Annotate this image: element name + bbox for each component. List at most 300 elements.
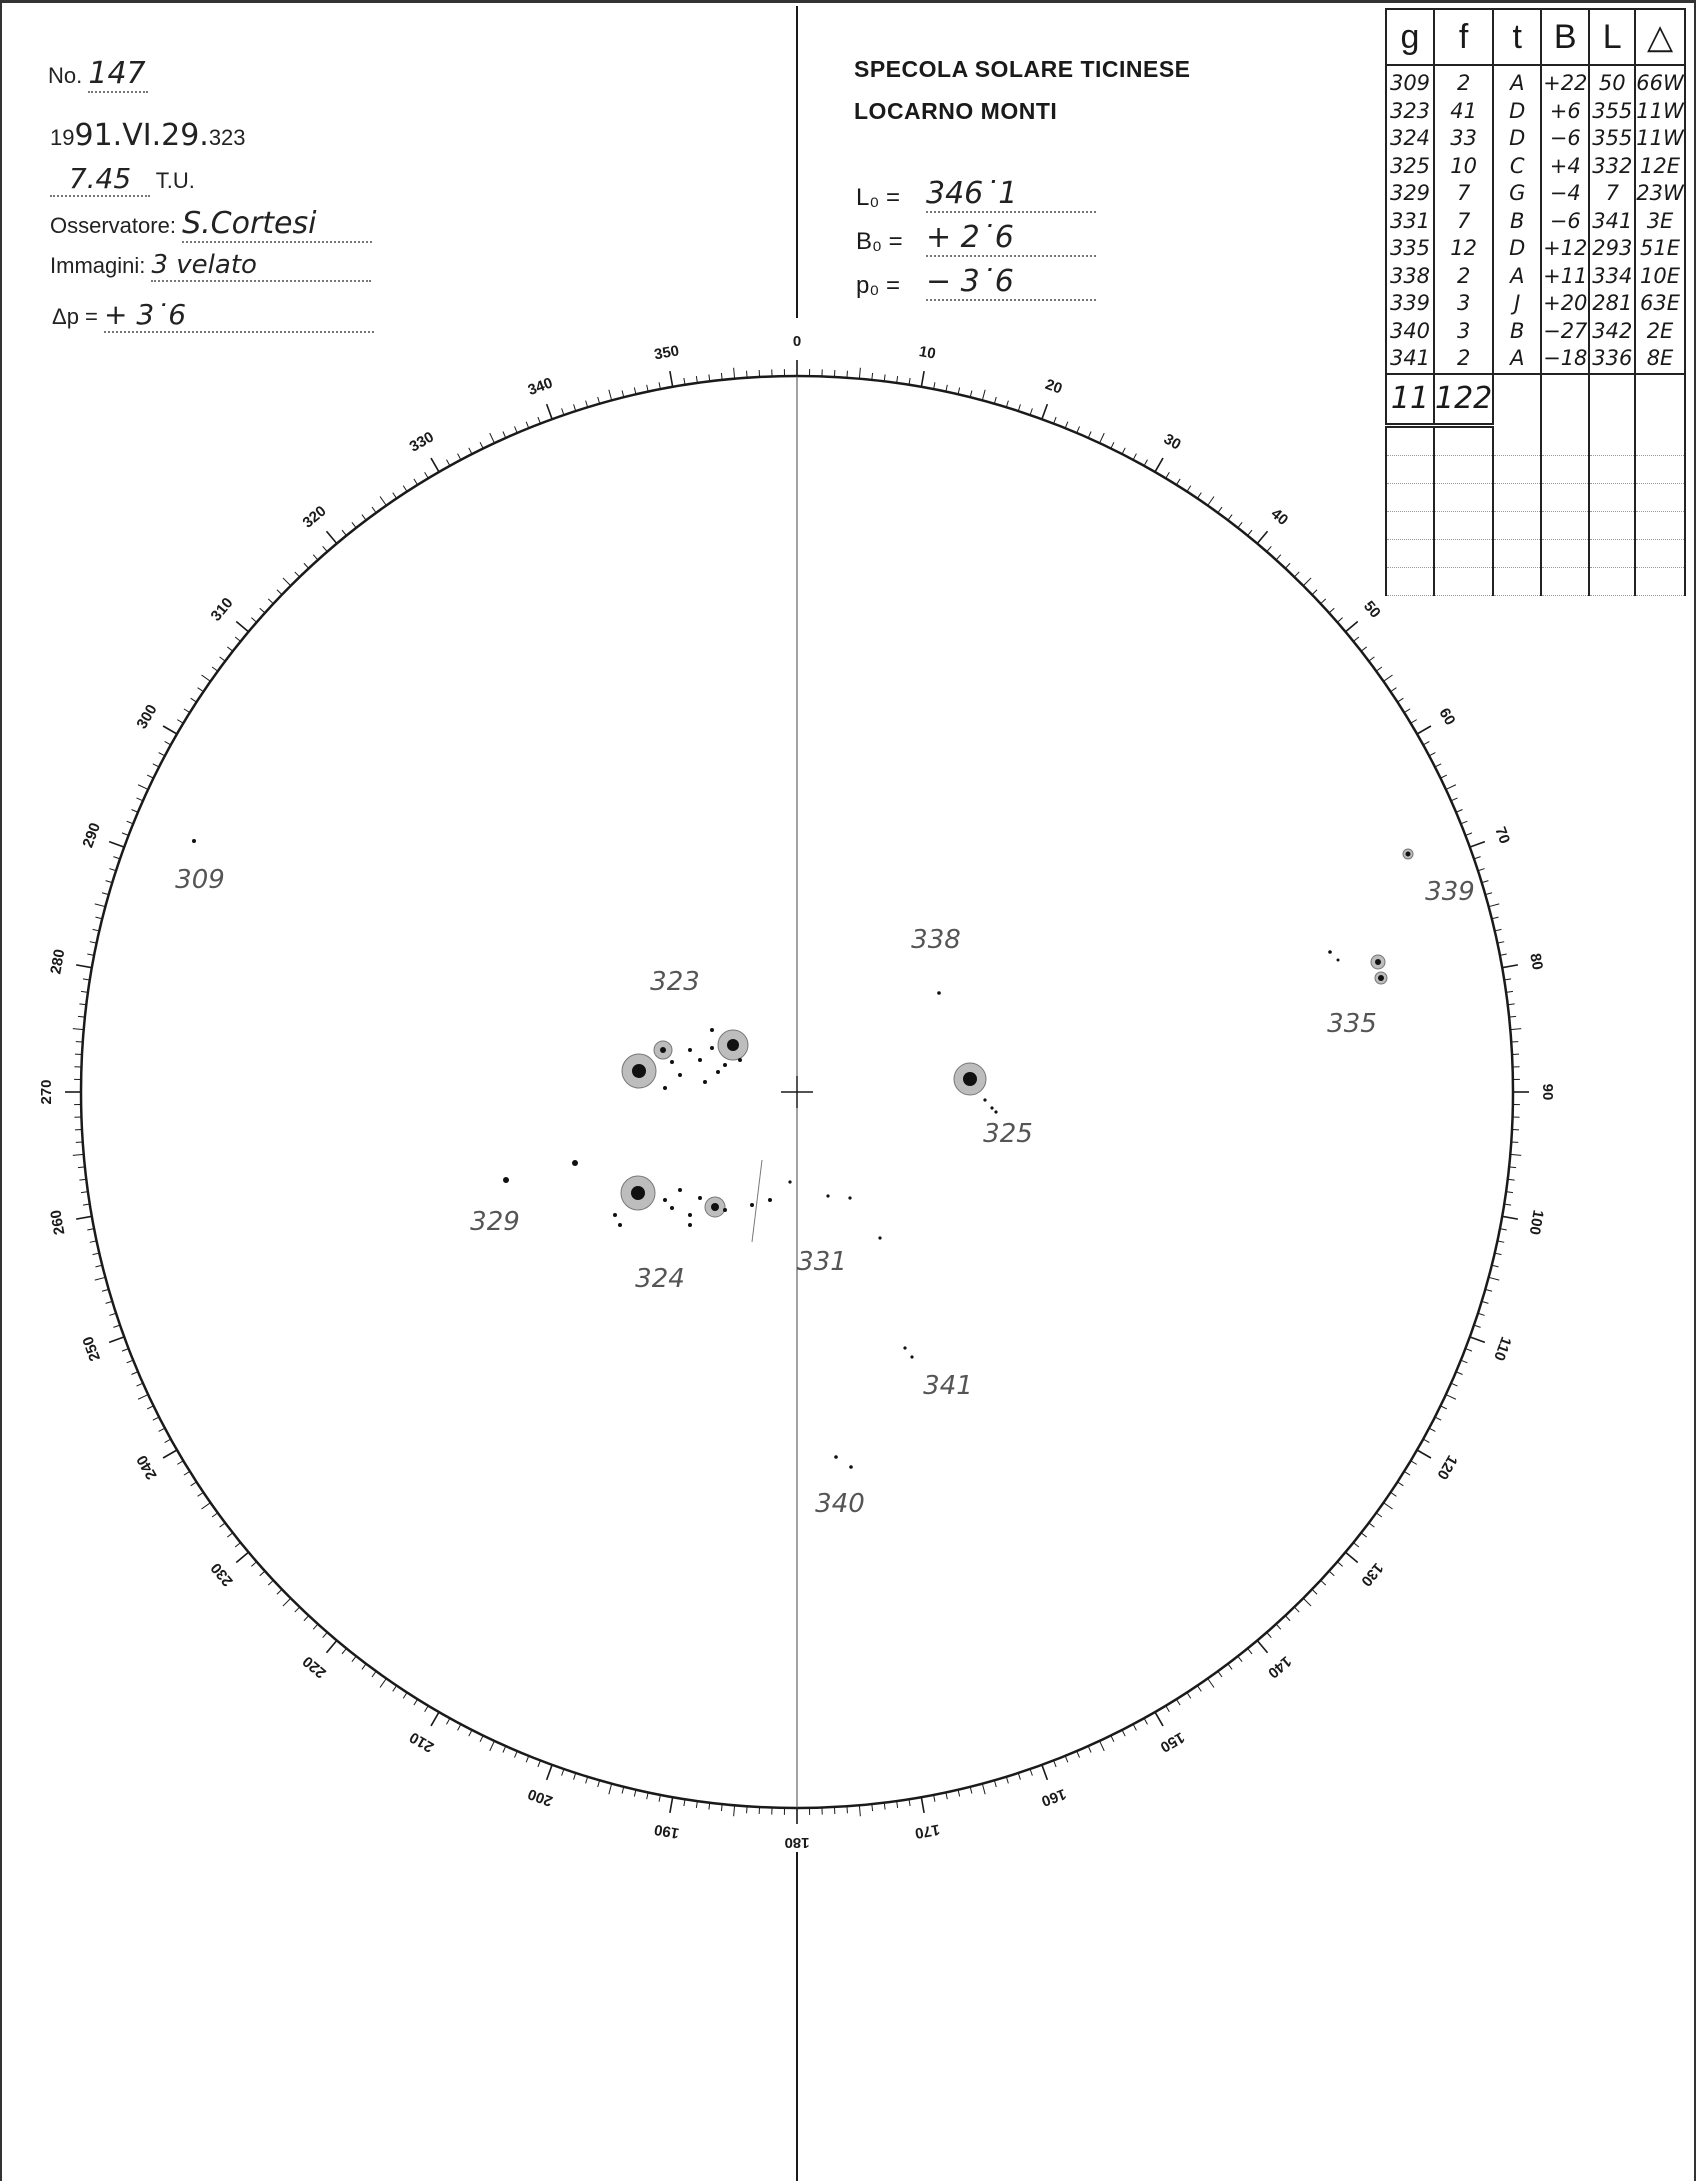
scale-tick bbox=[201, 675, 210, 681]
scale-tick bbox=[503, 1746, 506, 1752]
scale-tick bbox=[251, 1562, 256, 1567]
table-cell: 2E bbox=[1635, 318, 1685, 346]
scale-tick bbox=[295, 572, 300, 577]
spot-324-dot bbox=[723, 1208, 727, 1212]
scale-tick bbox=[283, 578, 291, 586]
spot-324-dot bbox=[698, 1196, 702, 1200]
scale-tick bbox=[277, 590, 282, 595]
disk-layer bbox=[38, 6, 1556, 2181]
table-cell: 63E bbox=[1635, 290, 1685, 318]
scale-tick bbox=[95, 1277, 106, 1280]
images-label: Immagini: bbox=[50, 253, 146, 278]
table-cell: 339 bbox=[1386, 290, 1434, 318]
scale-tick bbox=[574, 1773, 576, 1780]
table-cell: 340 bbox=[1386, 318, 1434, 346]
scale-tick bbox=[1489, 904, 1500, 907]
scale-tick bbox=[609, 1784, 612, 1795]
table-cell: 8E bbox=[1635, 345, 1685, 374]
scale-tick bbox=[372, 507, 376, 513]
group-label-339: 339 bbox=[1425, 877, 1475, 907]
scale-tick bbox=[480, 1736, 483, 1742]
spot-340-a bbox=[834, 1455, 838, 1459]
scale-tick bbox=[1218, 507, 1222, 513]
table-cell: +20 bbox=[1541, 290, 1589, 318]
table-cell: 50 bbox=[1589, 65, 1635, 98]
scale-tick bbox=[921, 371, 924, 387]
table-cell: +11 bbox=[1541, 263, 1589, 291]
scale-tick bbox=[1187, 1692, 1191, 1698]
spot-323-dot bbox=[716, 1070, 720, 1074]
scale-tick bbox=[1361, 647, 1367, 651]
spot-329-b bbox=[572, 1160, 578, 1166]
group-label-340: 340 bbox=[815, 1489, 865, 1519]
scale-tick bbox=[1285, 1616, 1290, 1621]
scale-tick bbox=[220, 1523, 226, 1527]
scale-tick bbox=[1155, 1712, 1163, 1726]
scale-tick bbox=[1446, 785, 1456, 790]
table-cell: 7 bbox=[1589, 180, 1635, 208]
scale-tick bbox=[323, 546, 328, 551]
spot-325-dot bbox=[983, 1098, 986, 1101]
scale-tick bbox=[1470, 1337, 1485, 1342]
group-label-309: 309 bbox=[175, 865, 225, 895]
spot-324-dot bbox=[688, 1223, 692, 1227]
scale-tick bbox=[1088, 1746, 1091, 1752]
spot-323-dot bbox=[688, 1048, 692, 1052]
scale-tick bbox=[1166, 472, 1170, 478]
scale-tick bbox=[1065, 422, 1068, 428]
scale-tick bbox=[1042, 1765, 1047, 1780]
scale-tick bbox=[1294, 1607, 1299, 1612]
scale-tick bbox=[1502, 965, 1518, 968]
table-cell: 51E bbox=[1635, 235, 1685, 263]
scale-tick bbox=[109, 1337, 124, 1342]
scale-tick bbox=[153, 1417, 159, 1420]
table-cell: 324 bbox=[1386, 125, 1434, 153]
col-header-f: f bbox=[1434, 9, 1493, 65]
scale-tick bbox=[1446, 1395, 1456, 1400]
scale-tick bbox=[1285, 563, 1290, 568]
scale-tick bbox=[198, 1492, 204, 1496]
scale-tick bbox=[147, 1406, 153, 1409]
scale-tick bbox=[1030, 408, 1032, 415]
scale-tick bbox=[326, 1640, 336, 1652]
spot-340-b bbox=[849, 1465, 853, 1469]
scale-tick bbox=[1144, 1718, 1147, 1724]
scale-tick bbox=[458, 454, 461, 460]
scale-tick bbox=[1187, 486, 1191, 492]
table-cell: +4 bbox=[1541, 153, 1589, 181]
scale-tick bbox=[1441, 1406, 1447, 1409]
scale-tick bbox=[1228, 515, 1232, 521]
table-cell: 331 bbox=[1386, 208, 1434, 236]
scale-tick bbox=[235, 637, 240, 641]
scale-tick bbox=[859, 1805, 860, 1816]
table-cell: 323 bbox=[1386, 98, 1434, 126]
scale-tick bbox=[113, 857, 120, 859]
scale-tick bbox=[1030, 1769, 1032, 1776]
scale-tick bbox=[982, 1784, 985, 1795]
scale-tick bbox=[1376, 667, 1382, 671]
scale-tick bbox=[1482, 881, 1489, 883]
scale-tick bbox=[268, 599, 273, 604]
scale-label: 120 bbox=[1433, 1452, 1461, 1483]
scale-tick bbox=[1248, 530, 1252, 535]
col-header-g: g bbox=[1386, 9, 1434, 65]
scale-tick bbox=[1321, 1580, 1326, 1585]
scale-tick bbox=[326, 531, 336, 543]
scale-tick bbox=[220, 657, 226, 661]
scale-tick bbox=[1088, 432, 1091, 438]
scale-tick bbox=[106, 1301, 113, 1303]
scale-tick bbox=[95, 904, 106, 907]
spot-331-dot bbox=[878, 1236, 881, 1239]
number-value: 147 bbox=[88, 56, 148, 93]
scale-tick bbox=[1321, 599, 1326, 604]
scale-tick bbox=[236, 1552, 248, 1562]
scale-label: 320 bbox=[299, 502, 330, 532]
scale-tick bbox=[647, 1792, 648, 1799]
scale-tick bbox=[260, 608, 265, 613]
scale-tick bbox=[1451, 1383, 1457, 1386]
scale-tick bbox=[127, 1360, 133, 1363]
scale-tick bbox=[1411, 720, 1417, 724]
table-cell: G bbox=[1493, 180, 1541, 208]
group-324-boundary bbox=[752, 1160, 762, 1242]
scale-tick bbox=[609, 390, 612, 401]
spot-341-a bbox=[903, 1346, 906, 1349]
scale-tick bbox=[1006, 1777, 1008, 1784]
scale-label: 60 bbox=[1435, 705, 1459, 729]
images-value: 3 velato bbox=[151, 250, 371, 282]
scale-tick bbox=[1006, 401, 1008, 408]
scale-tick bbox=[159, 1428, 165, 1431]
table-cell: −27 bbox=[1541, 318, 1589, 346]
scale-tick bbox=[109, 842, 124, 847]
scale-tick bbox=[304, 1616, 309, 1621]
scale-tick bbox=[277, 1589, 282, 1594]
scale-tick bbox=[184, 1471, 190, 1475]
scale-label: 230 bbox=[207, 1559, 237, 1590]
col-header-B: B bbox=[1541, 9, 1589, 65]
spot-323-dot bbox=[663, 1086, 667, 1090]
scale-tick bbox=[1369, 657, 1375, 661]
table-cell: −6 bbox=[1541, 125, 1589, 153]
scale-tick bbox=[734, 1805, 735, 1816]
scale-label: 170 bbox=[913, 1820, 942, 1842]
scale-label: 280 bbox=[47, 947, 69, 976]
scale-tick bbox=[1435, 1417, 1441, 1420]
spot-323-dot bbox=[678, 1073, 682, 1077]
scale-tick bbox=[1423, 741, 1429, 744]
scale-tick bbox=[227, 1533, 233, 1537]
scale-tick bbox=[1345, 1552, 1357, 1562]
scale-tick bbox=[1417, 1450, 1431, 1458]
table-cell: D bbox=[1493, 98, 1541, 126]
spot-324-dot bbox=[670, 1206, 674, 1210]
col-header-t: t bbox=[1493, 9, 1541, 65]
scale-tick bbox=[1176, 1699, 1180, 1705]
number-label: No. bbox=[48, 63, 83, 88]
scale-tick bbox=[177, 720, 183, 724]
scale-tick bbox=[1361, 1533, 1367, 1537]
scale-label: 270 bbox=[37, 1079, 55, 1105]
scale-tick bbox=[198, 688, 204, 692]
scale-tick bbox=[586, 1777, 588, 1784]
table-cell: 12E bbox=[1635, 153, 1685, 181]
scale-tick bbox=[251, 618, 256, 623]
spot-335-b-umbra bbox=[1378, 975, 1384, 981]
scale-tick bbox=[1329, 1571, 1334, 1576]
scale-label: 200 bbox=[525, 1785, 555, 1810]
spot-325-dot bbox=[990, 1106, 993, 1109]
scale-tick bbox=[1312, 1589, 1317, 1594]
spot-323-dot bbox=[670, 1060, 674, 1064]
scale-tick bbox=[163, 726, 177, 734]
scale-tick bbox=[122, 833, 129, 836]
scale-tick bbox=[163, 1450, 177, 1458]
delta-p-label: Δp = bbox=[52, 304, 98, 329]
scale-tick bbox=[268, 1580, 273, 1585]
scale-tick bbox=[670, 371, 673, 387]
scale-tick bbox=[1510, 1154, 1521, 1155]
spot-325-a-umbra bbox=[963, 1072, 977, 1086]
group-label-331: 331 bbox=[797, 1247, 847, 1277]
table-cell: 329 bbox=[1386, 180, 1434, 208]
scale-tick bbox=[1100, 1741, 1105, 1751]
scale-tick bbox=[1018, 404, 1020, 411]
scale-tick bbox=[165, 1439, 171, 1442]
scale-tick bbox=[109, 1313, 116, 1315]
scale-tick bbox=[1197, 1686, 1201, 1692]
scale-label: 350 bbox=[652, 342, 681, 364]
scale-tick bbox=[1133, 454, 1136, 460]
scale-tick bbox=[1384, 675, 1393, 681]
scale-tick bbox=[380, 1679, 386, 1688]
scale-tick bbox=[1369, 1523, 1375, 1527]
scale-tick bbox=[562, 1769, 564, 1776]
spot-341-b bbox=[910, 1355, 913, 1358]
scale-tick bbox=[295, 1607, 300, 1612]
scale-tick bbox=[469, 448, 472, 454]
scale-tick bbox=[1429, 753, 1435, 756]
scale-tick bbox=[446, 1718, 449, 1724]
scale-tick bbox=[283, 1598, 291, 1606]
scale-tick bbox=[1312, 590, 1317, 595]
scale-label: 90 bbox=[1539, 1083, 1557, 1101]
spot-324-dot bbox=[678, 1188, 682, 1192]
scale-tick bbox=[425, 472, 429, 478]
table-cell: 3 bbox=[1434, 290, 1493, 318]
scale-tick bbox=[393, 1686, 397, 1692]
scale-tick bbox=[1176, 479, 1180, 485]
scale-label: 190 bbox=[652, 1820, 681, 1842]
table-cell: +12 bbox=[1541, 235, 1589, 263]
spot-323-a-umbra bbox=[632, 1064, 646, 1078]
scale-tick bbox=[547, 1765, 552, 1780]
spot-323-dot bbox=[723, 1063, 727, 1067]
scale-tick bbox=[191, 1482, 197, 1486]
scale-tick bbox=[372, 1671, 376, 1677]
table-cell: 12 bbox=[1434, 235, 1493, 263]
scale-tick bbox=[1417, 726, 1431, 734]
spot-323-dot bbox=[710, 1046, 714, 1050]
scale-tick bbox=[1478, 869, 1485, 871]
scale-tick bbox=[526, 422, 529, 428]
spot-324-dot bbox=[750, 1203, 754, 1207]
scale-label: 110 bbox=[1490, 1334, 1515, 1363]
scale-tick bbox=[362, 1664, 366, 1670]
scale-tick bbox=[138, 1395, 148, 1400]
table-cell: D bbox=[1493, 125, 1541, 153]
scale-tick bbox=[184, 709, 190, 713]
scale-tick bbox=[113, 1325, 120, 1327]
table-cell: B bbox=[1493, 318, 1541, 346]
scale-tick bbox=[414, 479, 418, 485]
scale-tick bbox=[191, 698, 197, 702]
scale-label: 40 bbox=[1267, 505, 1292, 529]
table-cell: 341 bbox=[1589, 208, 1635, 236]
group-label-325: 325 bbox=[983, 1119, 1033, 1149]
scale-label: 150 bbox=[1157, 1728, 1188, 1756]
group-label-323: 323 bbox=[650, 967, 700, 997]
scale-tick bbox=[1429, 1428, 1435, 1431]
scale-label: 140 bbox=[1264, 1652, 1295, 1682]
table-cell: D bbox=[1493, 235, 1541, 263]
scale-tick bbox=[212, 1513, 218, 1517]
group-label-335: 335 bbox=[1327, 1009, 1377, 1039]
spot-329-a bbox=[503, 1177, 509, 1183]
scale-tick bbox=[352, 522, 356, 528]
observatory-location: LOCARNO MONTI bbox=[854, 98, 1058, 124]
scale-tick bbox=[1054, 417, 1057, 424]
scale-tick bbox=[1456, 810, 1462, 813]
scale-label: 220 bbox=[299, 1652, 330, 1682]
P0-label: p₀ = bbox=[856, 272, 900, 299]
scale-tick bbox=[304, 563, 309, 568]
L0-label: L₀ = bbox=[856, 184, 900, 211]
scale-tick bbox=[1208, 1679, 1214, 1688]
group-label-341: 341 bbox=[923, 1371, 973, 1401]
scale-tick bbox=[227, 647, 233, 651]
scale-tick bbox=[982, 390, 985, 401]
scale-tick bbox=[1257, 1640, 1267, 1652]
table-cell: 355 bbox=[1589, 98, 1635, 126]
spot-309 bbox=[192, 839, 196, 843]
scale-tick bbox=[1497, 1241, 1504, 1242]
scale-label: 80 bbox=[1526, 951, 1546, 972]
spot-323-c-umbra bbox=[660, 1047, 666, 1053]
scale-tick bbox=[1465, 1349, 1472, 1352]
scale-label: 240 bbox=[133, 1452, 161, 1483]
scale-tick bbox=[458, 1724, 461, 1730]
spot-323-dot bbox=[738, 1058, 742, 1062]
spot-324-a-umbra bbox=[631, 1186, 645, 1200]
B0-value: + 2˙6 bbox=[926, 220, 1096, 257]
scale-tick bbox=[1411, 1461, 1417, 1465]
spot-324-b-umbra bbox=[711, 1203, 719, 1211]
scale-tick bbox=[480, 442, 483, 448]
scale-tick bbox=[586, 401, 588, 408]
scale-tick bbox=[1111, 1736, 1114, 1742]
scale-tick bbox=[1391, 1492, 1397, 1496]
scale-tick bbox=[1065, 1756, 1068, 1762]
spot-324-dot bbox=[688, 1213, 692, 1217]
scale-tick bbox=[342, 530, 346, 535]
table-cell: 11W bbox=[1635, 98, 1685, 126]
scale-tick bbox=[1478, 1313, 1485, 1315]
group-label-338: 338 bbox=[911, 925, 961, 955]
table-cell: C bbox=[1493, 153, 1541, 181]
scale-label: 160 bbox=[1039, 1785, 1069, 1810]
scale-tick bbox=[1303, 578, 1311, 586]
table-cell: 3E bbox=[1635, 208, 1685, 236]
scale-tick bbox=[1144, 460, 1147, 466]
spot-323-dot bbox=[703, 1080, 707, 1084]
scale-tick bbox=[76, 965, 92, 968]
scale-tick bbox=[106, 881, 113, 883]
scale-tick bbox=[1054, 1760, 1057, 1767]
scale-label: 20 bbox=[1042, 375, 1065, 398]
table-cell: 325 bbox=[1386, 153, 1434, 181]
scale-tick bbox=[503, 432, 506, 438]
rotation-number: 323 bbox=[208, 125, 246, 150]
table-cell: A bbox=[1493, 65, 1541, 98]
scale-label: 130 bbox=[1357, 1559, 1387, 1590]
scale-tick bbox=[1248, 1648, 1252, 1653]
table-cell: 3 bbox=[1434, 318, 1493, 346]
date-value: 91.VI.29. bbox=[74, 118, 209, 153]
scale-tick bbox=[153, 764, 159, 767]
scale-tick bbox=[562, 408, 564, 415]
scale-tick bbox=[1276, 555, 1281, 560]
scale-tick bbox=[515, 1751, 518, 1757]
scale-tick bbox=[1461, 1360, 1467, 1363]
scale-label: 250 bbox=[79, 1334, 104, 1364]
spot-331-dot bbox=[826, 1194, 829, 1197]
table-cell: 334 bbox=[1589, 263, 1635, 291]
scale-label: 0 bbox=[792, 332, 802, 350]
time-value: 7.45 bbox=[50, 162, 150, 197]
scale-label: 290 bbox=[79, 820, 104, 850]
scale-tick bbox=[138, 785, 148, 790]
table-cell: 2 bbox=[1434, 65, 1493, 98]
scale-label: 260 bbox=[47, 1208, 69, 1237]
scale-tick bbox=[236, 621, 248, 631]
scale-tick bbox=[1353, 1543, 1358, 1547]
scale-tick bbox=[670, 1797, 673, 1813]
scale-tick bbox=[1329, 608, 1334, 613]
table-cell: 341 bbox=[1386, 345, 1434, 374]
table-cell: 309 bbox=[1386, 65, 1434, 98]
table-cell: A bbox=[1493, 263, 1541, 291]
scale-tick bbox=[1294, 572, 1299, 577]
table-cell: 342 bbox=[1589, 318, 1635, 346]
table-cell: 41 bbox=[1434, 98, 1493, 126]
scale-tick bbox=[446, 460, 449, 466]
scale-tick bbox=[1482, 1301, 1489, 1303]
scale-tick bbox=[431, 458, 439, 472]
spot-324-dot bbox=[768, 1198, 772, 1202]
table-cell: 11W bbox=[1635, 125, 1685, 153]
scale-tick bbox=[109, 869, 116, 871]
scale-tick bbox=[90, 1241, 97, 1242]
scale-tick bbox=[1451, 798, 1457, 801]
scale-label: 340 bbox=[525, 374, 555, 399]
scale-tick bbox=[131, 1372, 137, 1375]
table-cell: J bbox=[1493, 290, 1541, 318]
scale-tick bbox=[1397, 698, 1403, 702]
